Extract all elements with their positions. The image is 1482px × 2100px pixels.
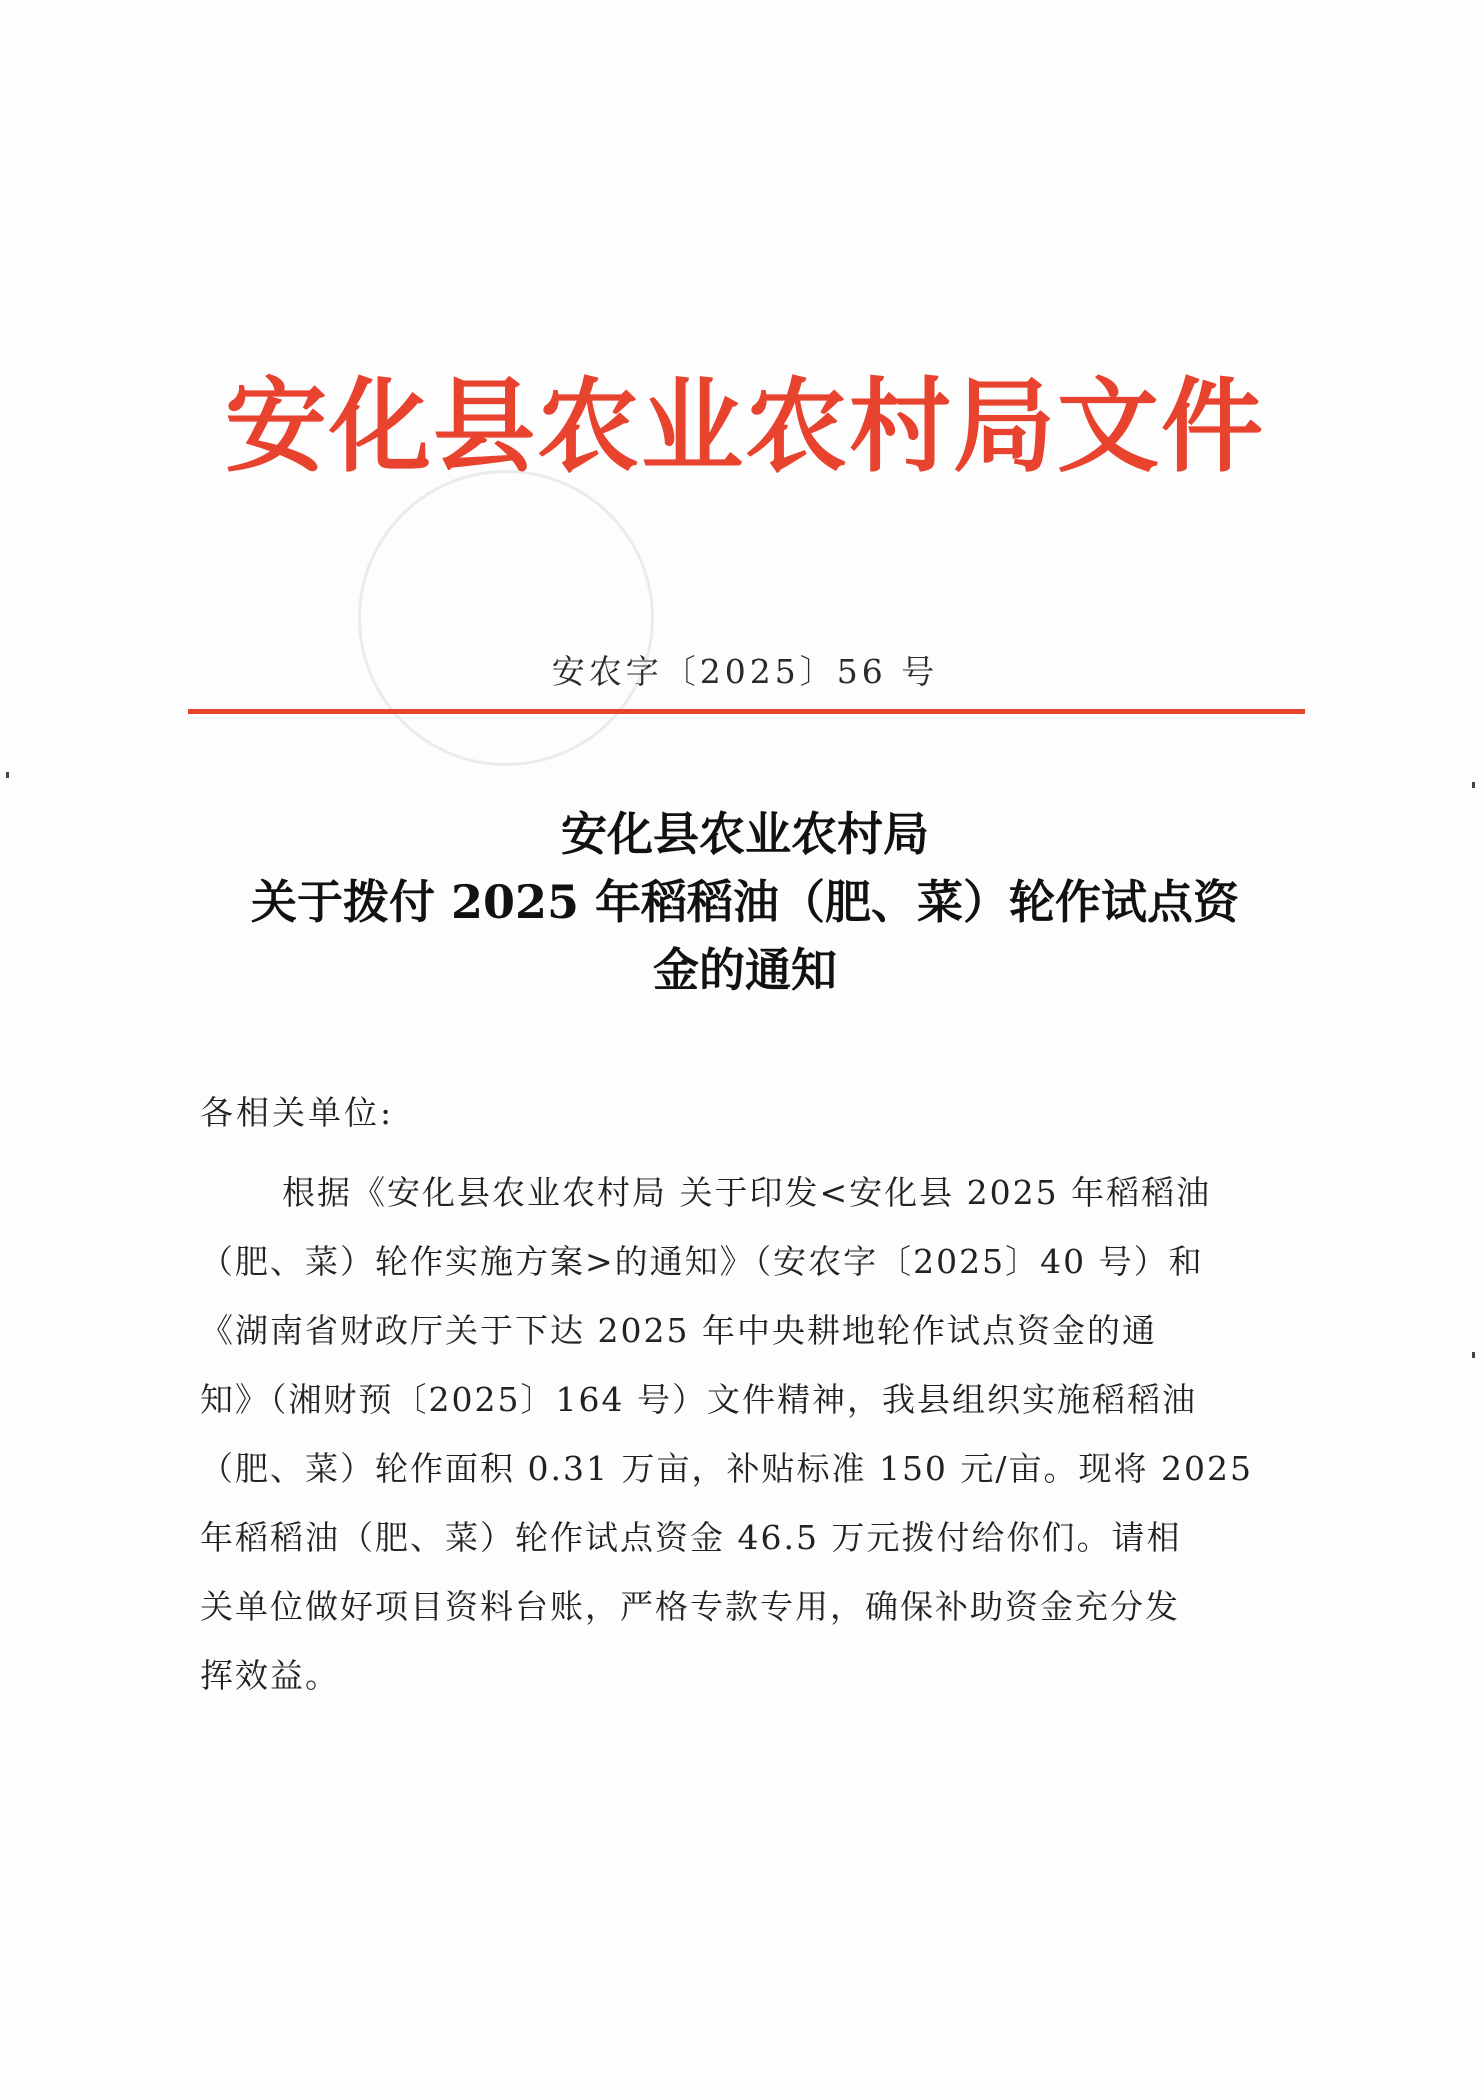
- body-line: （肥、菜）轮作实施方案>的通知》（安农字〔2025〕40 号）和: [200, 1242, 1204, 1281]
- salutation: 各相关单位:: [200, 1093, 395, 1132]
- body-line: （肥、菜）轮作面积 0.31 万亩，补贴标准 150 元/亩。现将 2025: [200, 1449, 1254, 1488]
- body-line: 关单位做好项目资料台账，严格专款专用，确保补助资金充分发: [200, 1587, 1180, 1626]
- body-line: 年稻稻油（肥、菜）轮作试点资金 46.5 万元拨付给你们。请相: [200, 1518, 1182, 1557]
- document-number: 安农字〔2025〕56 号: [551, 652, 939, 691]
- scan-edge-mark: [1472, 782, 1475, 788]
- red-divider-line: [188, 709, 1305, 714]
- title-line: 安化县农业农村局: [561, 807, 929, 861]
- body-line: 知》（湘财预〔2025〕164 号）文件精神，我县组织实施稻稻油: [200, 1380, 1197, 1419]
- scan-edge-mark: [1472, 1352, 1475, 1358]
- body-line: 挥效益。: [200, 1656, 340, 1695]
- faded-seal-icon: [358, 470, 654, 766]
- title-line: 金的通知: [653, 943, 837, 997]
- body-line: 《湖南省财政厅关于下达 2025 年中央耕地轮作试点资金的通: [200, 1311, 1157, 1350]
- issuer-masthead: 安化县农业农村局文件: [225, 368, 1265, 487]
- document-title: [195, 800, 1295, 1004]
- body-paragraph: [200, 1158, 1300, 1710]
- scan-edge-mark: [6, 772, 9, 778]
- title-line: 关于拨付 2025 年稻稻油（肥、菜）轮作试点资: [250, 875, 1240, 929]
- body-line: 根据《安化县农业农村局 关于印发<安化县 2025 年稻稻油: [282, 1173, 1212, 1212]
